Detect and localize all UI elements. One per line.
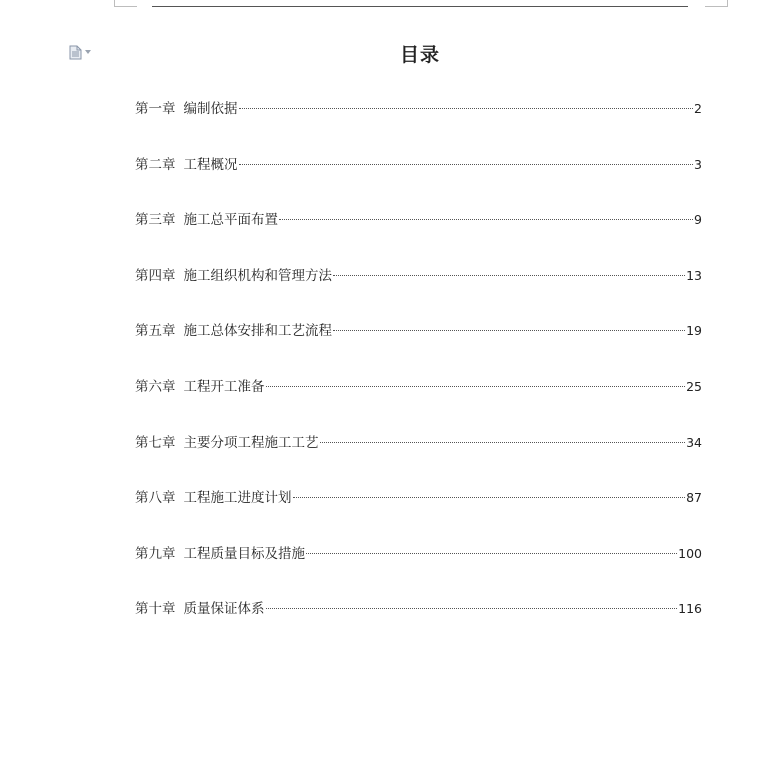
toc-dot-leader	[320, 442, 686, 443]
toc-entry[interactable]	[135, 543, 702, 599]
toc-entry[interactable]	[135, 209, 702, 265]
toc-chapter-label: 第七章	[135, 434, 176, 451]
toc-entry[interactable]	[135, 154, 702, 210]
toc-entry-title: 工程开工准备	[183, 378, 265, 395]
toc-page-number: 2	[694, 101, 702, 116]
toc-page-number: 9	[694, 212, 702, 228]
toc-page-number: 100	[678, 545, 702, 561]
table-of-contents	[135, 98, 702, 654]
toc-entry[interactable]	[135, 98, 702, 154]
toc-dot-leader	[266, 608, 678, 609]
toc-dot-leader	[279, 219, 693, 220]
toc-chapter-label: 第二章	[135, 156, 176, 173]
toc-entry[interactable]	[135, 376, 702, 432]
toc-entry[interactable]	[135, 598, 702, 654]
toc-dot-leader	[333, 275, 685, 276]
toc-dot-leader	[293, 497, 686, 498]
toc-dot-leader	[306, 553, 677, 554]
toc-page-number: 19	[686, 323, 702, 339]
toc-page-number: 116	[678, 601, 702, 617]
toc-chapter-label: 第六章	[135, 378, 176, 395]
toc-page-number: 13	[686, 267, 702, 283]
toc-title: 目录	[399, 44, 440, 66]
toc-dot-leader	[333, 330, 685, 331]
toc-page-number: 3	[694, 156, 702, 172]
page-corner-mark-right	[705, 0, 728, 7]
toc-entry-title: 施工总平面布置	[183, 212, 278, 229]
toc-entry[interactable]	[135, 320, 702, 376]
toc-chapter-label: 第四章	[135, 267, 176, 284]
toc-entry-title: 工程质量目标及措施	[183, 545, 305, 562]
toc-entry-title: 工程概况	[183, 156, 238, 173]
toc-dot-leader	[266, 386, 686, 387]
header-rule	[152, 6, 688, 7]
toc-chapter-label: 第一章	[135, 101, 176, 117]
toc-chapter-label: 第九章	[135, 545, 176, 562]
toc-chapter-label: 第三章	[135, 212, 176, 229]
toc-entry[interactable]	[135, 265, 702, 321]
toc-chapter-label: 第五章	[135, 323, 176, 340]
toc-entry-title: 质量保证体系	[183, 601, 265, 618]
toc-page-number: 34	[686, 434, 702, 450]
toc-chapter-label: 第八章	[135, 490, 176, 507]
toc-entry-title: 编制依据	[183, 101, 238, 117]
toc-entry-title: 主要分项工程施工工艺	[183, 434, 319, 451]
toc-entry-title: 施工总体安排和工艺流程	[183, 323, 332, 340]
toc-entry-title: 工程施工进度计划	[183, 490, 292, 507]
toc-entry[interactable]	[135, 487, 702, 543]
toc-page-number: 25	[686, 378, 702, 394]
toc-dot-leader	[239, 108, 694, 109]
toc-entry-title: 施工组织机构和管理方法	[183, 267, 332, 284]
toc-page-number: 87	[686, 490, 702, 506]
toc-entry[interactable]	[135, 432, 702, 488]
page-corner-mark-left	[114, 0, 137, 7]
toc-chapter-label: 第十章	[135, 601, 176, 618]
toc-dot-leader	[239, 164, 694, 165]
